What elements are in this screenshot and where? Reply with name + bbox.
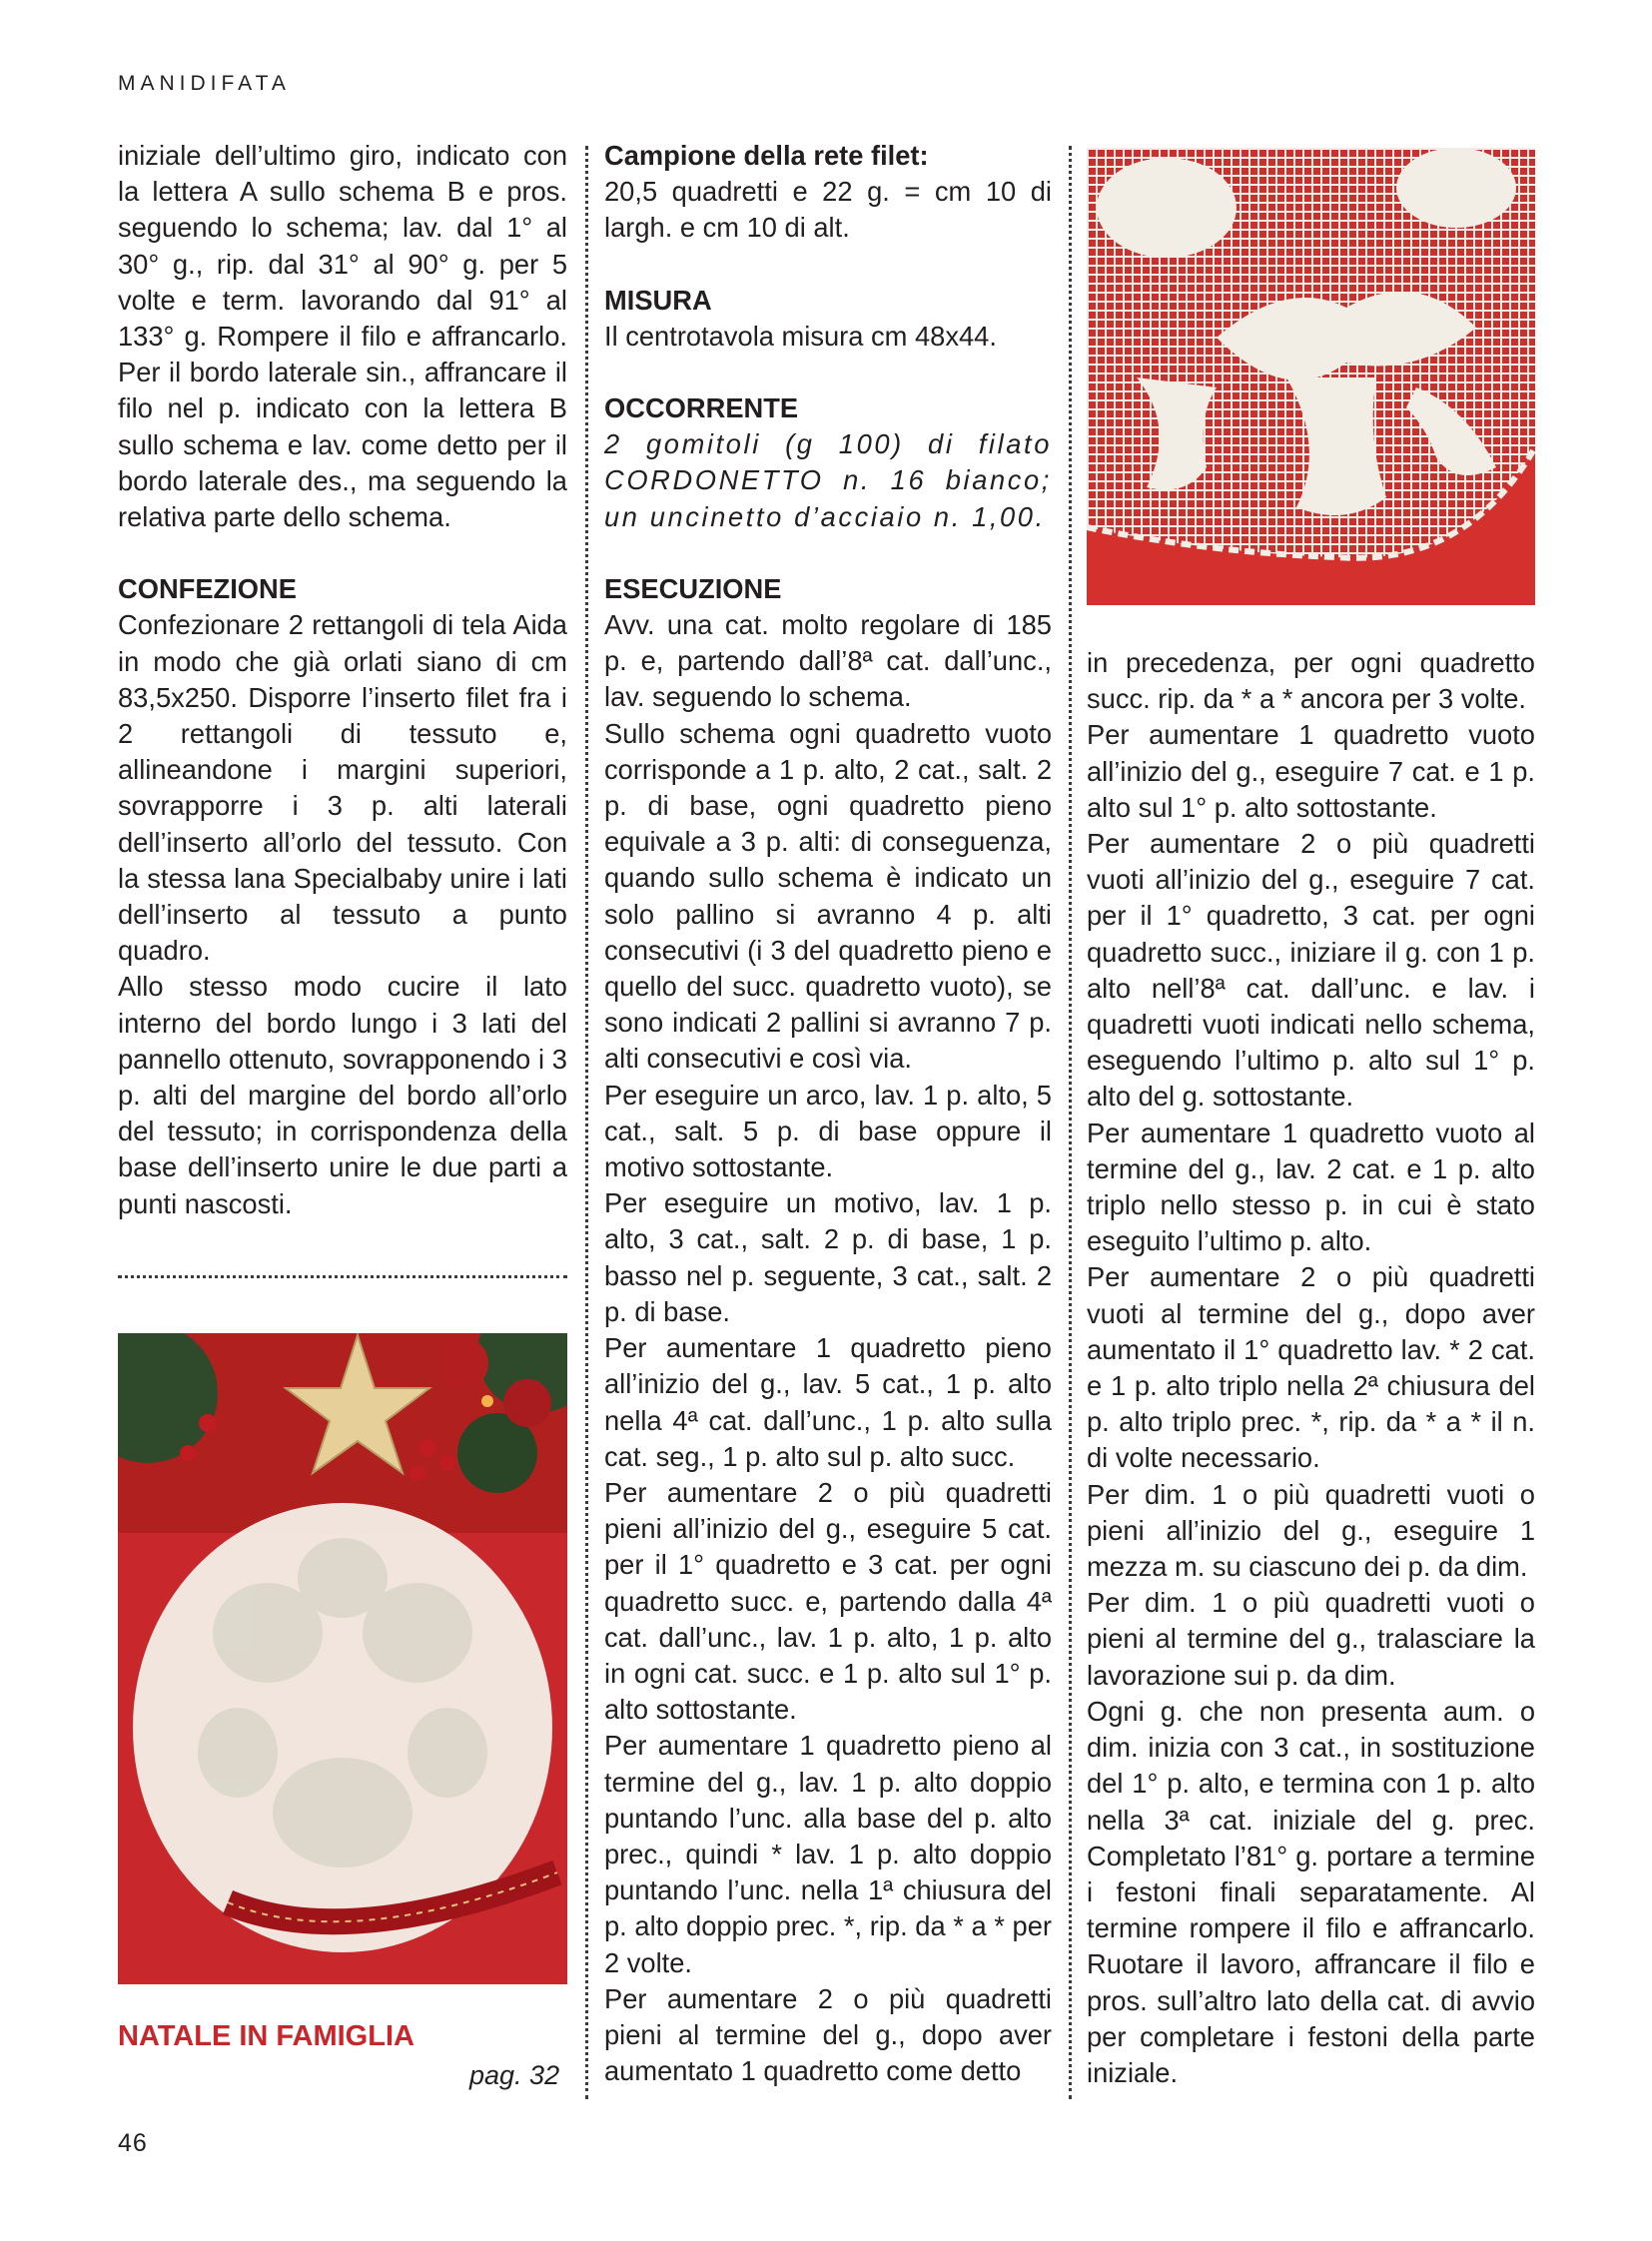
column-divider-1 [585,146,588,2099]
spacer [604,247,1052,283]
occorrente-heading: OCCORRENTE [604,392,799,424]
finishing-paragraph: Ogni g. che non presenta aum. o dim. inizia con 3 cat., in sostituzione del 1° p. alto, e termina con 1 p. alto nella 3ª cat. iniziale del g. prec. Completato l’81° g. portare a termine i festoni finali separatamente. Al termine rompere il filo e affrancarlo. Ruotare il lavoro, affrancare il filo e pros. sull’altro lato della cat. di avvio per completare i festoni della parte iniziale. [1087,1695,1535,2088]
esecuzione-paragraph: Per eseguire un motivo, lav. 1 p. alto, 3 cat., salt. 2 p. di base, 1 p. basso nel p. seguente, 3 cat., salt. 2 p. di base. [604,1187,1052,1327]
occorrente-text: 2 gomitoli (g 100) di filato CORDONETTO n. 16 bianco; un uncinetto d’acciaio n. 1,00. [604,428,1052,532]
increase-paragraph: in precedenza, per ogni quadretto succ. rip. da * a * ancora per 3 volte. [1087,647,1535,715]
campione-heading: Campione della rete filet: [604,140,929,171]
spacer [604,355,1052,390]
tablecloth-image [118,1333,567,1984]
increase-paragraph: Per aumentare 2 o più quadretti vuoti al termine del g., dopo aver aumentato il 1° quadretto lav. * 2 cat. e 1 p. alto triplo nella 2ª chiusura del p. alto triplo prec. *, rip. da * a * il n. di volte necessario. [1087,1261,1535,1474]
decrease-paragraph: Per dim. 1 o più quadretti vuoti o pieni all’inizio del g., eseguire 1 mezza m. su ciascuno dei p. da dim. [1087,1478,1535,1583]
misura-text: Il centrotavola misura cm 48x44. [604,320,997,352]
caption-title: NATALE IN FAMIGLIA [118,2020,414,2052]
filet-detail-photo [1087,148,1535,605]
esecuzione-paragraph: Per aumentare 2 o più quadretti pieni al termine del g., dopo aver aumentato 1 quadretto come detto [604,1982,1052,2087]
tablecloth-photo [118,1333,567,1984]
esecuzione-paragraph: Per aumentare 1 quadretto pieno al termine del g., lav. 1 p. alto doppio puntando l’unc. alla base del p. alto prec., quindi * lav. 1 p. alto doppio puntando l’unc. nella 1ª chiusura del p. alto doppio prec. *, rip. da * a * per 2 volte. [604,1730,1052,1978]
esecuzione-paragraph: Per aumentare 1 quadretto pieno all’inizio del g., lav. 5 cat., 1 p. alto nella 4ª cat. dall’unc., 1 p. alto sulla cat. seg., 1 p. alto sul p. alto succ. [604,1332,1052,1472]
caption-page-reference: pag. 32 [469,2060,560,2090]
increase-paragraph: Per aumentare 1 quadretto vuoto all’inizio del g., eseguire 7 cat. e 1 p. alto sul 1° p. alto sottostante. [1087,719,1535,823]
intro-paragraph: iniziale dell’ultimo giro, indicato con la lettera A sullo schema B e pros. seguendo lo schema; lav. dal 1° al 30° g., rip. dal 31° al 90° g. per 5 volte e term. lavorando dal 91° al 133° g. Rompere il filo e affrancarlo. Per il bordo laterale sin., affrancare il filo nel p. indicato con la lettera B sullo schema e lav. come detto per il bordo laterale des., ma seguendo la relativa parte dello schema. [118,140,567,533]
esecuzione-paragraph: Avv. una cat. molto regolare di 185 p. e, partendo dall’8ª cat. dall’unc., lav. seguendo lo schema. [604,609,1052,713]
esecuzione-paragraph: Per eseguire un arco, lav. 1 p. alto, 5 cat., salt. 5 p. di base oppure il motivo sottostante. [604,1079,1052,1183]
page-number: 46 [118,2129,148,2157]
confezione-heading: CONFEZIONE [118,573,297,605]
column-divider-2 [1069,146,1072,2099]
column-3 [1087,645,1535,2091]
campione-text: 20,5 quadretti e 22 g. = cm 10 di largh. e cm 10 di alt. [604,176,1052,244]
decrease-paragraph: Per dim. 1 o più quadretti vuoti o pieni al termine del g., tralasciare la lavorazione sui p. da dim. [1087,1587,1535,1691]
confezione-paragraph-1: Confezionare 2 rettangoli di tela Aida in modo che già orlati siano di cm 83,5x250. Disporre l’inserto filet fra i 2 rettangoli di tessuto e, allineandone i margini superiori, sovrapporre i 3 p. alti laterali dell’inserto all’orlo del tessuto. Con la stessa lana Specialbaby unire i lati dell’inserto al tessuto a punto quadro. [118,609,567,967]
spacer [604,535,1052,571]
horizontal-divider [118,1275,567,1278]
column-2 [604,138,1052,2089]
increase-paragraph: Per aumentare 1 quadretto vuoto al termine del g., lav. 2 cat. e 1 p. alto triplo nello stesso p. in cui è stato eseguito l’ultimo p. alto. [1087,1117,1535,1257]
increase-paragraph: Per aumentare 2 o più quadretti vuoti all’inizio del g., eseguire 7 cat. per il 1° quadretto, 3 cat. per ogni quadretto succ., iniziare il g. con 1 p. alto nell’8ª cat. dall’unc. e lav. i quadretti vuoti indicati nello schema, eseguendo l’ultimo p. alto sul 1° p. alto del g. sottostante. [1087,828,1535,1113]
esecuzione-paragraph: Per aumentare 2 o più quadretti pieni all’inizio del g., eseguire 5 cat. per il 1° quadretto e 3 cat. per ogni quadretto succ. e, partendo dalla 4ª cat. dall’unc., lav. 1 p. alto, 1 p. alto in ogni cat. succ. e 1 p. alto sul 1° p. alto sottostante. [604,1476,1052,1726]
spacer [118,535,567,571]
esecuzione-paragraph: Sullo schema ogni quadretto vuoto corrisponde a 1 p. alto, 2 cat., salt. 2 p. di base, ogni quadretto pieno equivale a 3 p. alti: di conseguenza, quando sullo schema è indicato un solo pallino si avranno 4 p. alti consecutivi (i 3 del quadretto pieno e quello del succ. quadretto vuoto), se sono indicati 2 pallini si avranno 7 p. alti consecutivi e così via. [604,717,1052,1075]
magazine-header: MANIDIFATA [118,72,291,95]
esecuzione-heading: ESECUZIONE [604,572,782,604]
misura-heading: MISURA [604,284,712,316]
filet-detail-image [1087,148,1535,605]
column-1 [118,138,567,1222]
confezione-paragraph-2: Allo stesso modo cucire il lato interno del bordo lungo i 3 lati del pannello ottenuto, sovrapponendo i 3 p. alti del margine del bordo all’orlo del tessuto; in corrispondenza della base dell’inserto unire le due parti a punti nascosti. [118,971,567,1219]
